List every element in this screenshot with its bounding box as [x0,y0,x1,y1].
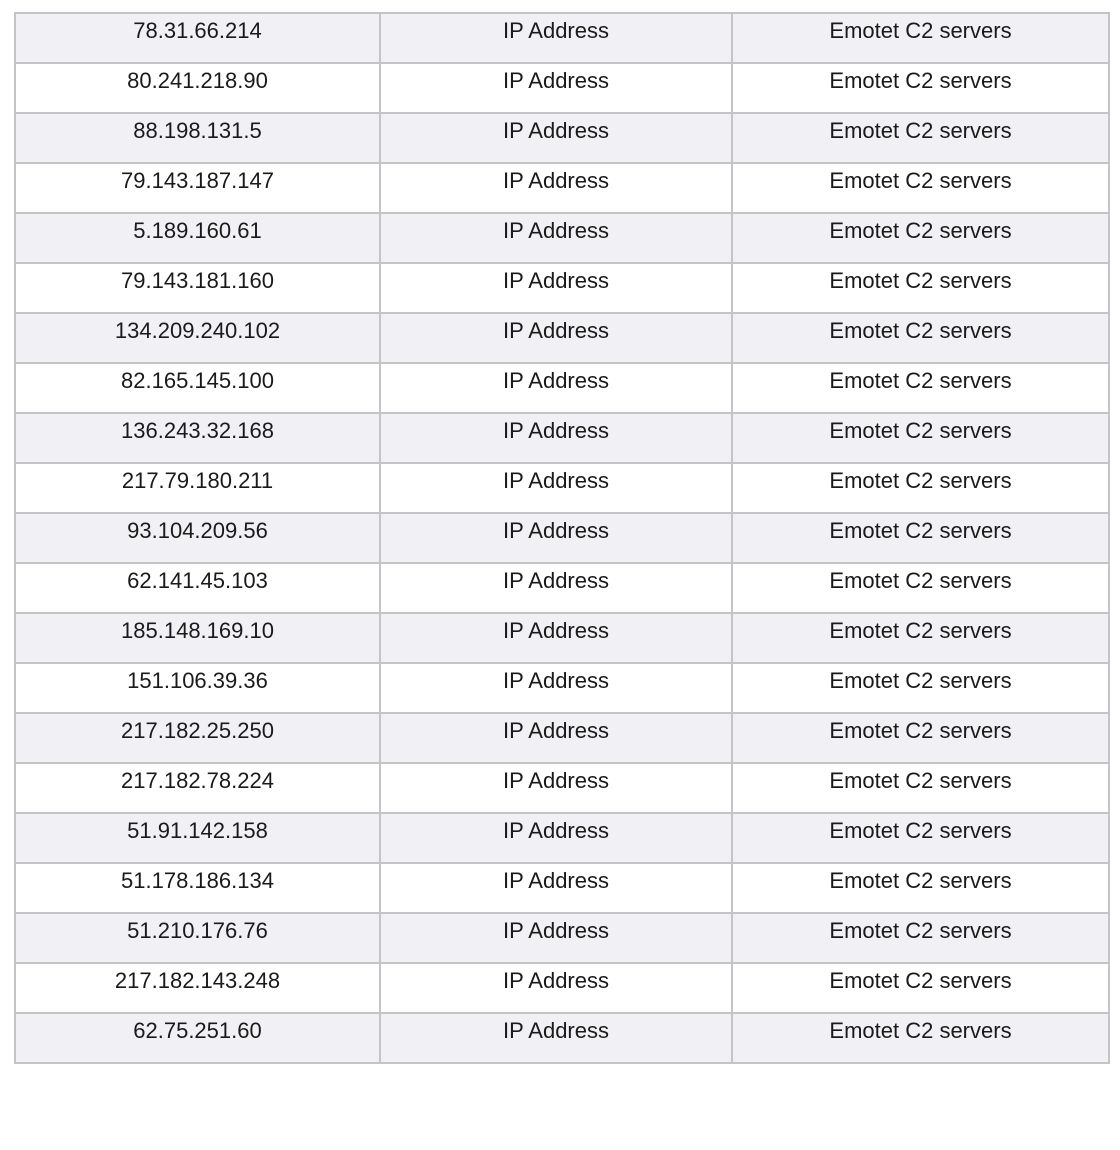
ip-cell: 78.31.66.214 [15,13,380,63]
ip-cell: 217.79.180.211 [15,463,380,513]
ip-cell: 136.243.32.168 [15,413,380,463]
ip-cell: 51.210.176.76 [15,913,380,963]
description-cell: Emotet C2 servers [732,463,1109,513]
table-row [15,913,1109,963]
table-row [15,563,1109,613]
type-cell: IP Address [380,313,732,363]
ip-cell: 93.104.209.56 [15,513,380,563]
type-cell: IP Address [380,113,732,163]
table-row [15,363,1109,413]
type-cell: IP Address [380,513,732,563]
type-cell: IP Address [380,13,732,63]
ip-cell: 51.178.186.134 [15,863,380,913]
table-row [15,13,1109,63]
ioc-table-body [15,13,1109,1063]
description-cell: Emotet C2 servers [732,513,1109,563]
table-row [15,313,1109,363]
table-row [15,663,1109,713]
type-cell: IP Address [380,963,732,1013]
table-row [15,963,1109,1013]
description-cell: Emotet C2 servers [732,63,1109,113]
type-cell: IP Address [380,763,732,813]
table-row [15,263,1109,313]
table-row [15,813,1109,863]
type-cell: IP Address [380,413,732,463]
table-row [15,63,1109,113]
table-row [15,213,1109,263]
description-cell: Emotet C2 servers [732,563,1109,613]
description-cell: Emotet C2 servers [732,213,1109,263]
ip-cell: 134.209.240.102 [15,313,380,363]
description-cell: Emotet C2 servers [732,263,1109,313]
description-cell: Emotet C2 servers [732,163,1109,213]
table-row [15,763,1109,813]
description-cell: Emotet C2 servers [732,313,1109,363]
type-cell: IP Address [380,363,732,413]
type-cell: IP Address [380,463,732,513]
description-cell: Emotet C2 servers [732,663,1109,713]
ip-cell: 151.106.39.36 [15,663,380,713]
type-cell: IP Address [380,863,732,913]
description-cell: Emotet C2 servers [732,1013,1109,1063]
ip-cell: 5.189.160.61 [15,213,380,263]
table-row [15,513,1109,563]
table-row [15,1013,1109,1063]
description-cell: Emotet C2 servers [732,763,1109,813]
ip-cell: 82.165.145.100 [15,363,380,413]
table-row [15,113,1109,163]
type-cell: IP Address [380,63,732,113]
ip-cell: 80.241.218.90 [15,63,380,113]
ip-cell: 88.198.131.5 [15,113,380,163]
type-cell: IP Address [380,263,732,313]
ip-cell: 79.143.181.160 [15,263,380,313]
ip-cell: 62.141.45.103 [15,563,380,613]
description-cell: Emotet C2 servers [732,113,1109,163]
type-cell: IP Address [380,913,732,963]
description-cell: Emotet C2 servers [732,863,1109,913]
type-cell: IP Address [380,713,732,763]
type-cell: IP Address [380,813,732,863]
ip-cell: 217.182.78.224 [15,763,380,813]
description-cell: Emotet C2 servers [732,813,1109,863]
type-cell: IP Address [380,213,732,263]
description-cell: Emotet C2 servers [732,963,1109,1013]
description-cell: Emotet C2 servers [732,413,1109,463]
ip-cell: 217.182.143.248 [15,963,380,1013]
ip-cell: 217.182.25.250 [15,713,380,763]
type-cell: IP Address [380,1013,732,1063]
table-row [15,413,1109,463]
ip-cell: 51.91.142.158 [15,813,380,863]
ip-cell: 185.148.169.10 [15,613,380,663]
type-cell: IP Address [380,613,732,663]
table-row [15,613,1109,663]
description-cell: Emotet C2 servers [732,13,1109,63]
description-cell: Emotet C2 servers [732,913,1109,963]
table-row [15,863,1109,913]
table-row [15,463,1109,513]
table-row [15,163,1109,213]
ioc-table [14,12,1110,1064]
type-cell: IP Address [380,163,732,213]
description-cell: Emotet C2 servers [732,613,1109,663]
ip-cell: 62.75.251.60 [15,1013,380,1063]
description-cell: Emotet C2 servers [732,363,1109,413]
type-cell: IP Address [380,563,732,613]
ip-cell: 79.143.187.147 [15,163,380,213]
table-row [15,713,1109,763]
type-cell: IP Address [380,663,732,713]
description-cell: Emotet C2 servers [732,713,1109,763]
